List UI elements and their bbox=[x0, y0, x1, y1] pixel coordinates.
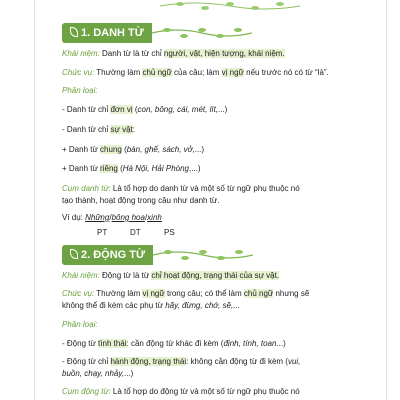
function-text: không thể đi kèm các phụ từ bbox=[62, 301, 166, 310]
definition-highlight: người, vật, hiện tượng, khái niệm. bbox=[163, 49, 285, 58]
classification-label-text: Phân loại: bbox=[62, 320, 98, 329]
line-text: : không cần động từ đi kèm ( bbox=[186, 357, 288, 366]
line-text: - Danh từ chỉ bbox=[62, 105, 111, 114]
section-title-noun: 1. DANH TỪ bbox=[81, 27, 144, 39]
classification-label-text: Phân loại: bbox=[62, 86, 98, 95]
vine-decoration-icon bbox=[152, 23, 252, 43]
line-highlight: sự vật bbox=[110, 125, 133, 134]
line-text: - Động từ bbox=[62, 339, 99, 348]
thing-noun-line bbox=[62, 124, 362, 135]
line-highlight: riêng bbox=[100, 164, 118, 173]
definition-label: Khái niệm: bbox=[62, 49, 100, 58]
left-margin-line bbox=[34, 0, 35, 400]
function-highlight: chủ ngữ bbox=[243, 289, 274, 298]
line-text: + Danh từ bbox=[62, 145, 101, 154]
proper-noun-line bbox=[62, 163, 362, 174]
noun-phrase-line bbox=[62, 183, 362, 194]
function-label: Chức vụ: bbox=[62, 68, 95, 77]
section-badge-noun bbox=[62, 23, 152, 43]
phrase-label: Cụm danh từ: bbox=[62, 184, 111, 193]
line-text: + Danh từ bbox=[62, 164, 101, 173]
line-text: - Động từ chỉ bbox=[62, 357, 111, 366]
function-text: của câu; làm bbox=[171, 68, 222, 77]
section-title-verb: 2. ĐỘNG TỪ bbox=[81, 249, 146, 261]
function-label: Chức vụ: bbox=[62, 289, 95, 298]
line-example: con, bông, cái, mét, lít, bbox=[137, 105, 219, 114]
line-highlight: hành động, trạng thái bbox=[110, 357, 187, 366]
line-text: ,...) bbox=[189, 164, 201, 173]
line-text: ( bbox=[117, 164, 123, 173]
line-text: - Danh từ chỉ bbox=[62, 125, 111, 134]
line-text: ( bbox=[132, 105, 138, 114]
modal-verb-line bbox=[62, 338, 362, 349]
example-sep: / bbox=[144, 213, 148, 222]
section-heading-noun bbox=[62, 22, 252, 44]
example-word: Những bbox=[85, 213, 110, 222]
phrase-text: tạo thành, hoạt động trong câu như danh từ. bbox=[62, 196, 220, 205]
function-text: nhưng sẽ bbox=[273, 289, 310, 298]
vine-decoration-icon bbox=[153, 245, 253, 265]
function-text: Thường làm bbox=[94, 289, 143, 298]
line-text: ...) bbox=[276, 339, 286, 348]
line-example: Hà Nội, Hải Phòng bbox=[122, 164, 189, 173]
line-highlight: tình thái bbox=[98, 339, 127, 348]
function-text: Thường làm bbox=[94, 68, 143, 77]
classification-label bbox=[62, 85, 362, 96]
definition-text: Động từ là từ bbox=[99, 271, 152, 280]
definition-highlight: chỉ hoạt động, trạng thái của sự vật. bbox=[151, 271, 280, 280]
phrase-text: Là tổ hợp do danh từ và một số từ ngữ phụ thuộc nó bbox=[110, 184, 300, 193]
line-example: định, tính, toan bbox=[223, 339, 277, 348]
line-text: ,...) bbox=[192, 145, 205, 154]
unit-noun-line bbox=[62, 104, 362, 115]
line-example: bàn, ghế, sách, vở bbox=[126, 145, 193, 154]
definition-text: Danh từ là từ chỉ bbox=[99, 49, 164, 58]
definition-line bbox=[62, 48, 362, 59]
action-verb-line bbox=[62, 356, 362, 367]
example-lead: Ví dụ: bbox=[62, 213, 86, 222]
function-line bbox=[62, 67, 362, 78]
example-abbr: PS bbox=[164, 228, 175, 237]
line-highlight: đơn vị bbox=[110, 105, 133, 114]
line-text: ( bbox=[121, 145, 127, 154]
leaf-icon bbox=[70, 27, 78, 37]
line-highlight: chung bbox=[100, 145, 122, 154]
example-sep: / bbox=[109, 213, 112, 222]
function-line bbox=[62, 288, 362, 299]
action-verb-line-2 bbox=[62, 368, 362, 379]
phrase-text: Là tổ hợp do động từ và một số từ ngữ phụ thuộc nó bbox=[110, 387, 300, 396]
section-badge-verb bbox=[62, 245, 153, 265]
function-highlight: chủ ngữ bbox=[142, 68, 172, 77]
classification-label bbox=[62, 319, 362, 330]
example-word: xinh bbox=[147, 213, 162, 222]
line-text: ...) bbox=[123, 369, 134, 378]
noun-phrase-line-2 bbox=[62, 195, 362, 206]
example-abbr: PT bbox=[97, 228, 108, 237]
right-margin-line bbox=[386, 0, 387, 400]
line-example: buồn, chạy, nhảy, bbox=[62, 369, 124, 378]
line-text: : bbox=[132, 125, 135, 134]
function-line-2 bbox=[62, 300, 362, 311]
function-highlight: vị ngữ bbox=[142, 289, 165, 298]
function-text: nếu trước nó có từ “là”. bbox=[243, 68, 329, 77]
definition-line bbox=[62, 270, 362, 281]
function-example: hãy, đừng, chớ, sẽ,... bbox=[165, 301, 240, 310]
phrase-label: Cụm động từ: bbox=[62, 387, 111, 396]
verb-phrase-line bbox=[62, 386, 362, 397]
function-highlight: vị ngữ bbox=[221, 68, 244, 77]
common-noun-line bbox=[62, 144, 362, 155]
example-line bbox=[62, 212, 362, 223]
leaf-icon bbox=[70, 249, 78, 259]
function-text: trong câu; có thể làm bbox=[164, 289, 244, 298]
example-abbr: DT bbox=[130, 228, 141, 237]
section-heading-verb bbox=[62, 244, 253, 266]
line-text: ...) bbox=[218, 105, 228, 114]
line-text: : cần động từ khác đi kèm ( bbox=[126, 339, 224, 348]
definition-label: Khái niệm: bbox=[62, 271, 100, 280]
line-example: vui, bbox=[287, 357, 301, 366]
vine-decoration-top bbox=[160, 0, 300, 12]
example-word: bông hoa bbox=[111, 213, 145, 222]
